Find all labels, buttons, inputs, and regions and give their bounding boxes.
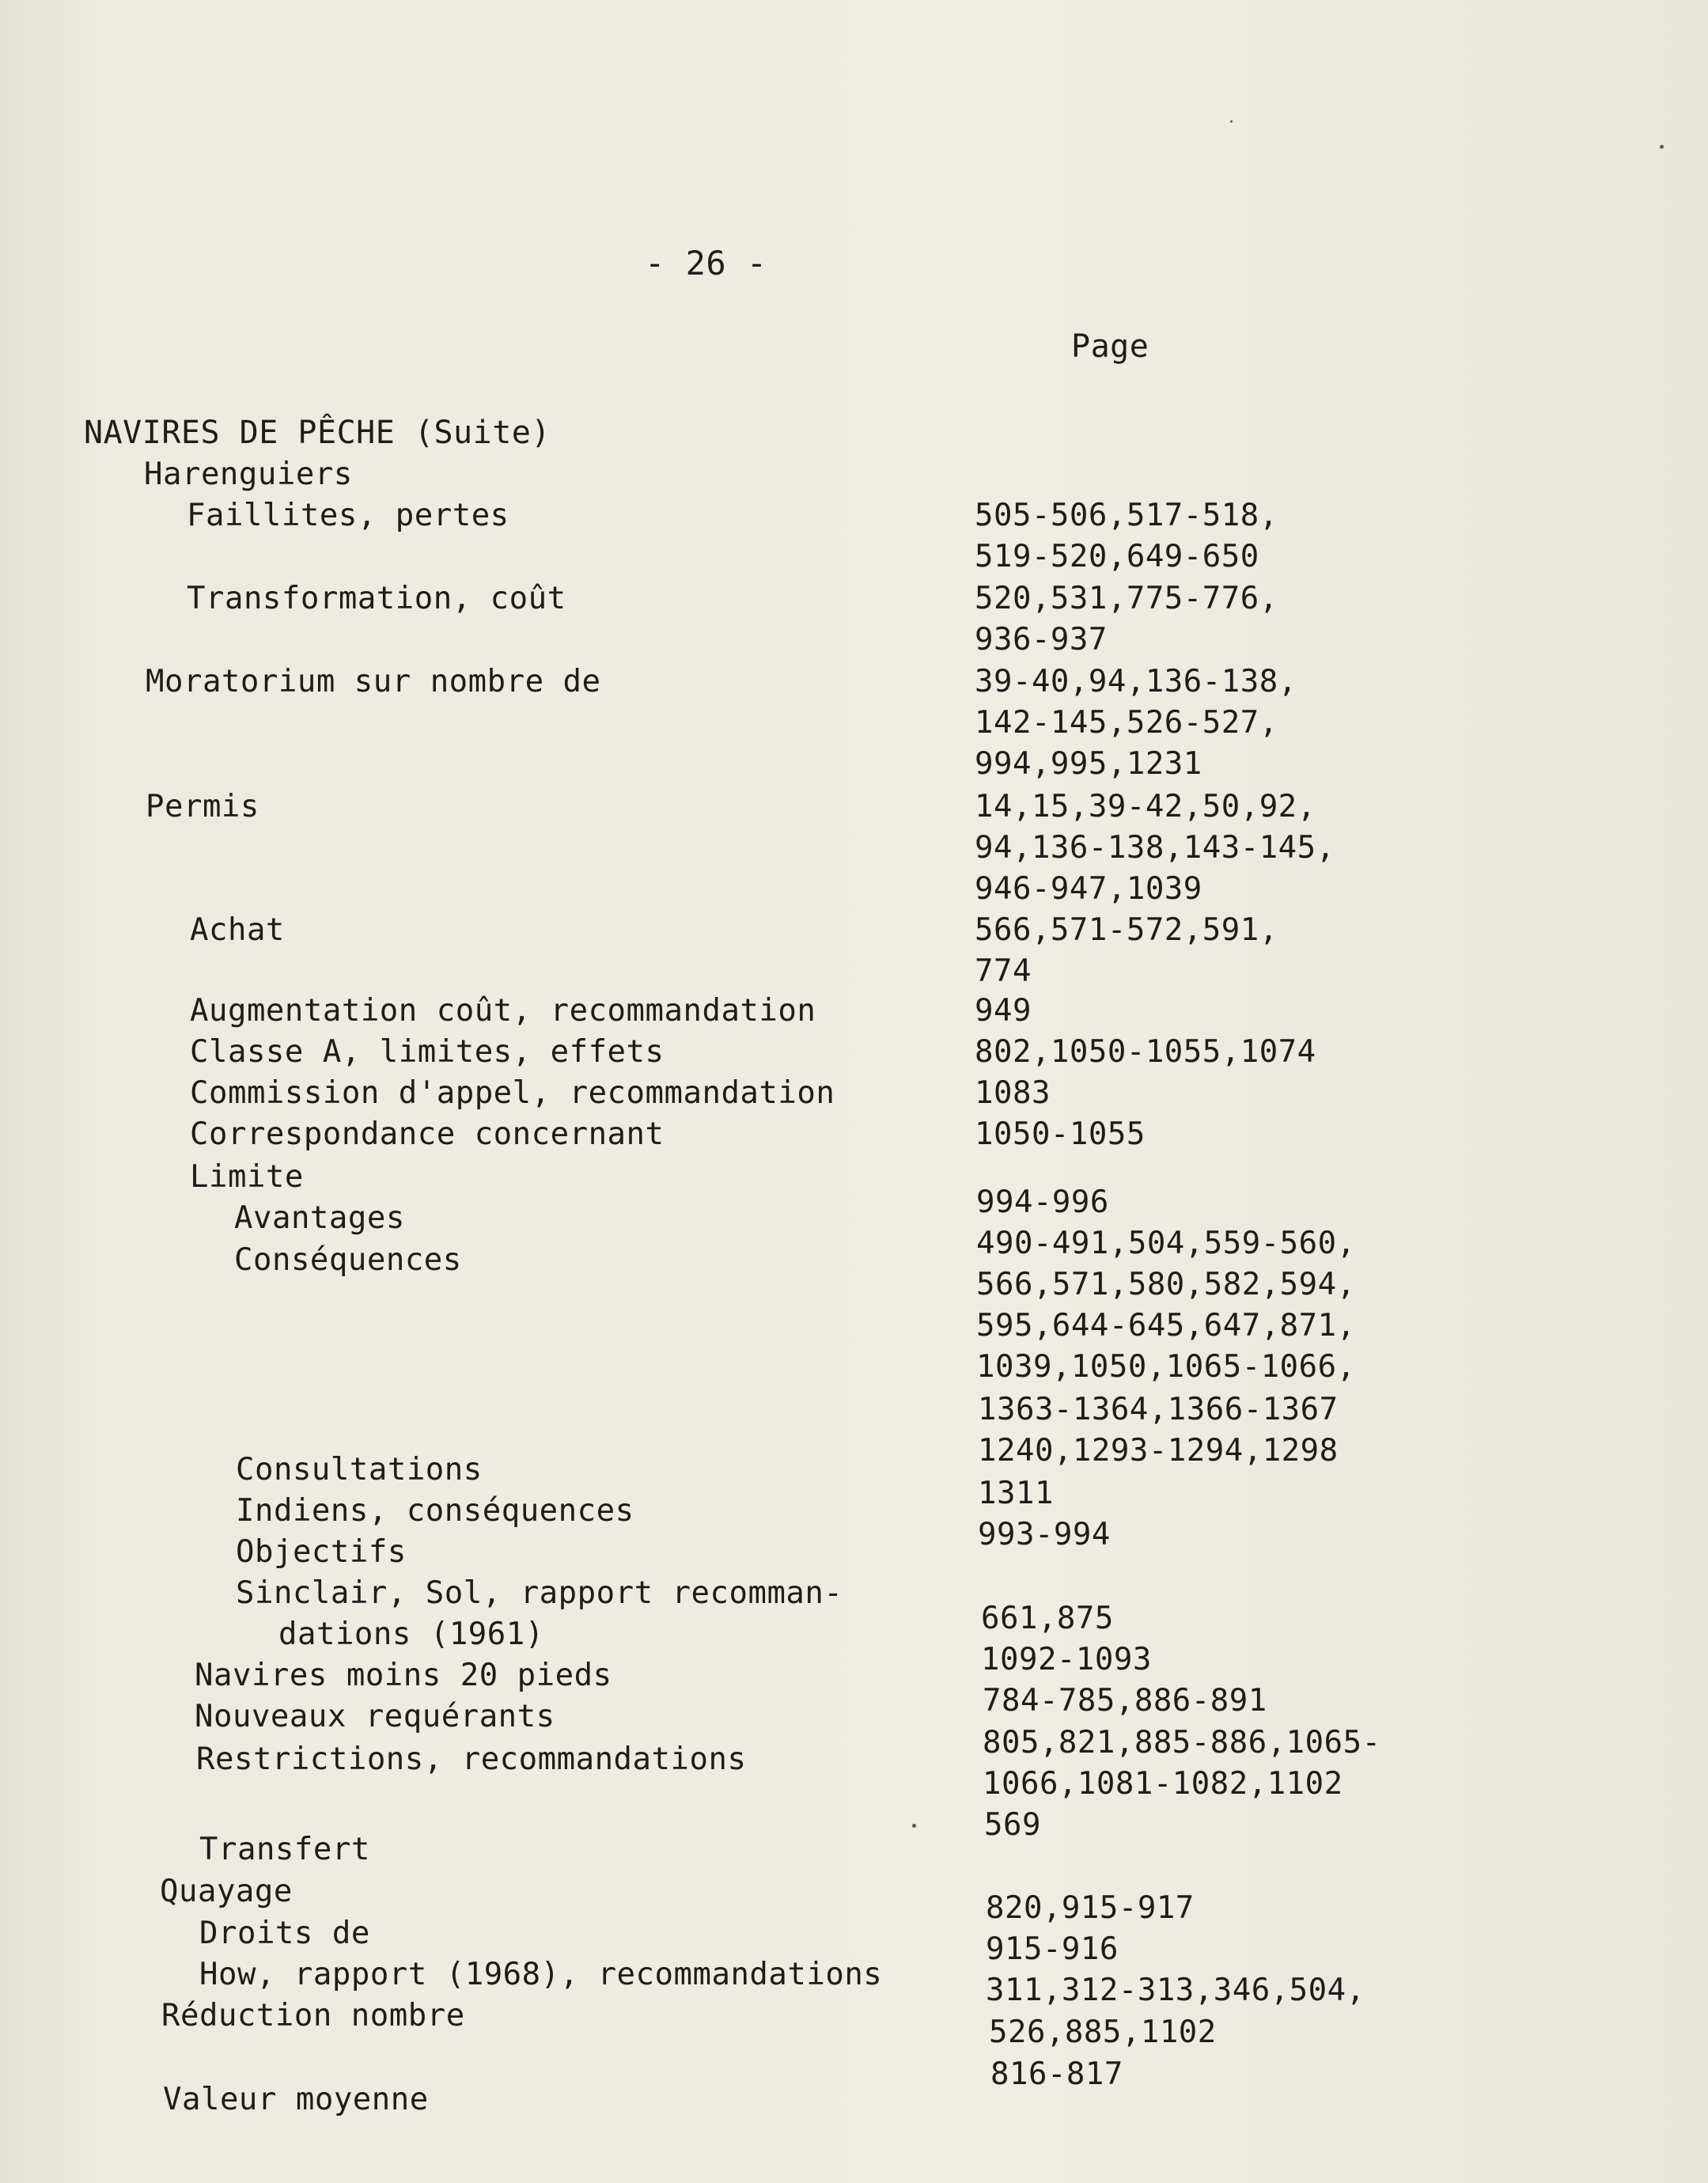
page-ref: 994,995,1231 xyxy=(975,746,1202,782)
index-entry: Restrictions, recommandations xyxy=(196,1741,747,1777)
index-entry: Réduction nombre xyxy=(161,1998,465,2033)
index-entry: Transformation, coût xyxy=(187,581,566,616)
page-ref: 566,571,580,582,594, xyxy=(976,1267,1356,1302)
page-ref: 802,1050-1055,1074 xyxy=(975,1034,1316,1070)
page-ref: 1083 xyxy=(975,1075,1051,1111)
page-ref: 805,821,885-886,1065- xyxy=(983,1725,1381,1760)
index-entry: Objectifs xyxy=(236,1534,407,1570)
page-ref: 1363-1364,1366-1367 xyxy=(978,1392,1339,1427)
index-entry: Harenguiers xyxy=(144,457,353,492)
paper-speck xyxy=(1660,145,1664,149)
index-entry: Achat xyxy=(190,912,285,948)
page-ref: 1039,1050,1065-1066, xyxy=(976,1349,1356,1385)
index-entry: Commission d'appel, recommandation xyxy=(190,1075,835,1111)
page-ref: 526,885,1102 xyxy=(989,2014,1217,2050)
paper-speck xyxy=(912,1824,916,1828)
page-ref: 936-937 xyxy=(975,622,1108,658)
page-ref: 993-994 xyxy=(978,1517,1111,1552)
page-number: - 26 - xyxy=(645,244,767,282)
page-ref: 490-491,504,559-560, xyxy=(976,1226,1356,1261)
page-ref: 820,915-917 xyxy=(986,1890,1195,1926)
index-entry: dations (1961) xyxy=(278,1616,544,1652)
page-ref: 1240,1293-1294,1298 xyxy=(978,1433,1339,1469)
index-entry: Correspondance concernant xyxy=(190,1116,665,1152)
index-entry: Moratorium sur nombre de xyxy=(146,664,601,699)
page-ref: 915-916 xyxy=(986,1931,1119,1967)
section-title: NAVIRES DE PÊCHE (Suite) xyxy=(84,415,551,451)
index-entry: Classe A, limites, effets xyxy=(190,1034,665,1070)
page-ref: 142-145,526-527, xyxy=(975,705,1278,741)
page-ref: 1050-1055 xyxy=(975,1116,1146,1152)
index-entry: Sinclair, Sol, rapport recomman- xyxy=(236,1575,843,1611)
index-entry: Valeur moyenne xyxy=(163,2082,429,2117)
page-ref: 949 xyxy=(975,993,1032,1029)
page-ref: 595,644-645,647,871, xyxy=(976,1308,1356,1344)
index-entry: Permis xyxy=(146,789,259,824)
page-ref: 566,571-572,591, xyxy=(975,912,1278,948)
page-ref: 39-40,94,136-138, xyxy=(975,664,1297,699)
page-ref: 1311 xyxy=(978,1476,1054,1511)
paper-speck xyxy=(1230,120,1233,123)
index-entry: Quayage xyxy=(160,1874,293,1909)
index-entry: Consultations xyxy=(236,1452,483,1488)
page-ref: 520,531,775-776, xyxy=(975,581,1278,616)
page-ref: 661,875 xyxy=(981,1601,1114,1636)
page-ref: 505-506,517-518, xyxy=(975,498,1278,533)
page-ref: 94,136-138,143-145, xyxy=(975,830,1335,866)
page-ref: 1066,1081-1082,1102 xyxy=(983,1766,1343,1802)
index-entry: Avantages xyxy=(234,1200,405,1236)
index-entry: Limite xyxy=(190,1159,304,1195)
index-entry: Nouveaux requérants xyxy=(195,1699,555,1734)
index-entry: How, rapport (1968), recommandations xyxy=(199,1957,883,1992)
page-ref: 774 xyxy=(975,953,1032,989)
index-entry: Faillites, pertes xyxy=(187,498,509,533)
page-column-header: Page xyxy=(1071,328,1149,365)
page-ref: 1092-1093 xyxy=(981,1642,1152,1677)
index-entry: Conséquences xyxy=(234,1242,462,1278)
index-entry: Droits de xyxy=(199,1916,370,1951)
page-ref: 519-520,649-650 xyxy=(975,539,1259,574)
page-ref: 994-996 xyxy=(976,1184,1109,1220)
index-entry: Indiens, conséquences xyxy=(236,1493,634,1529)
page-ref: 311,312-313,346,504, xyxy=(986,1973,1365,2008)
page-ref: 816-817 xyxy=(990,2056,1123,2092)
page-ref: 569 xyxy=(984,1807,1041,1843)
page-ref: 784-785,886-891 xyxy=(983,1683,1267,1719)
page-ref: 946-947,1039 xyxy=(975,871,1202,907)
index-entry: Transfert xyxy=(199,1832,370,1867)
page-ref: 14,15,39-42,50,92, xyxy=(975,789,1316,824)
index-entry: Navires moins 20 pieds xyxy=(195,1658,612,1693)
index-entry: Augmentation coût, recommandation xyxy=(190,993,816,1029)
